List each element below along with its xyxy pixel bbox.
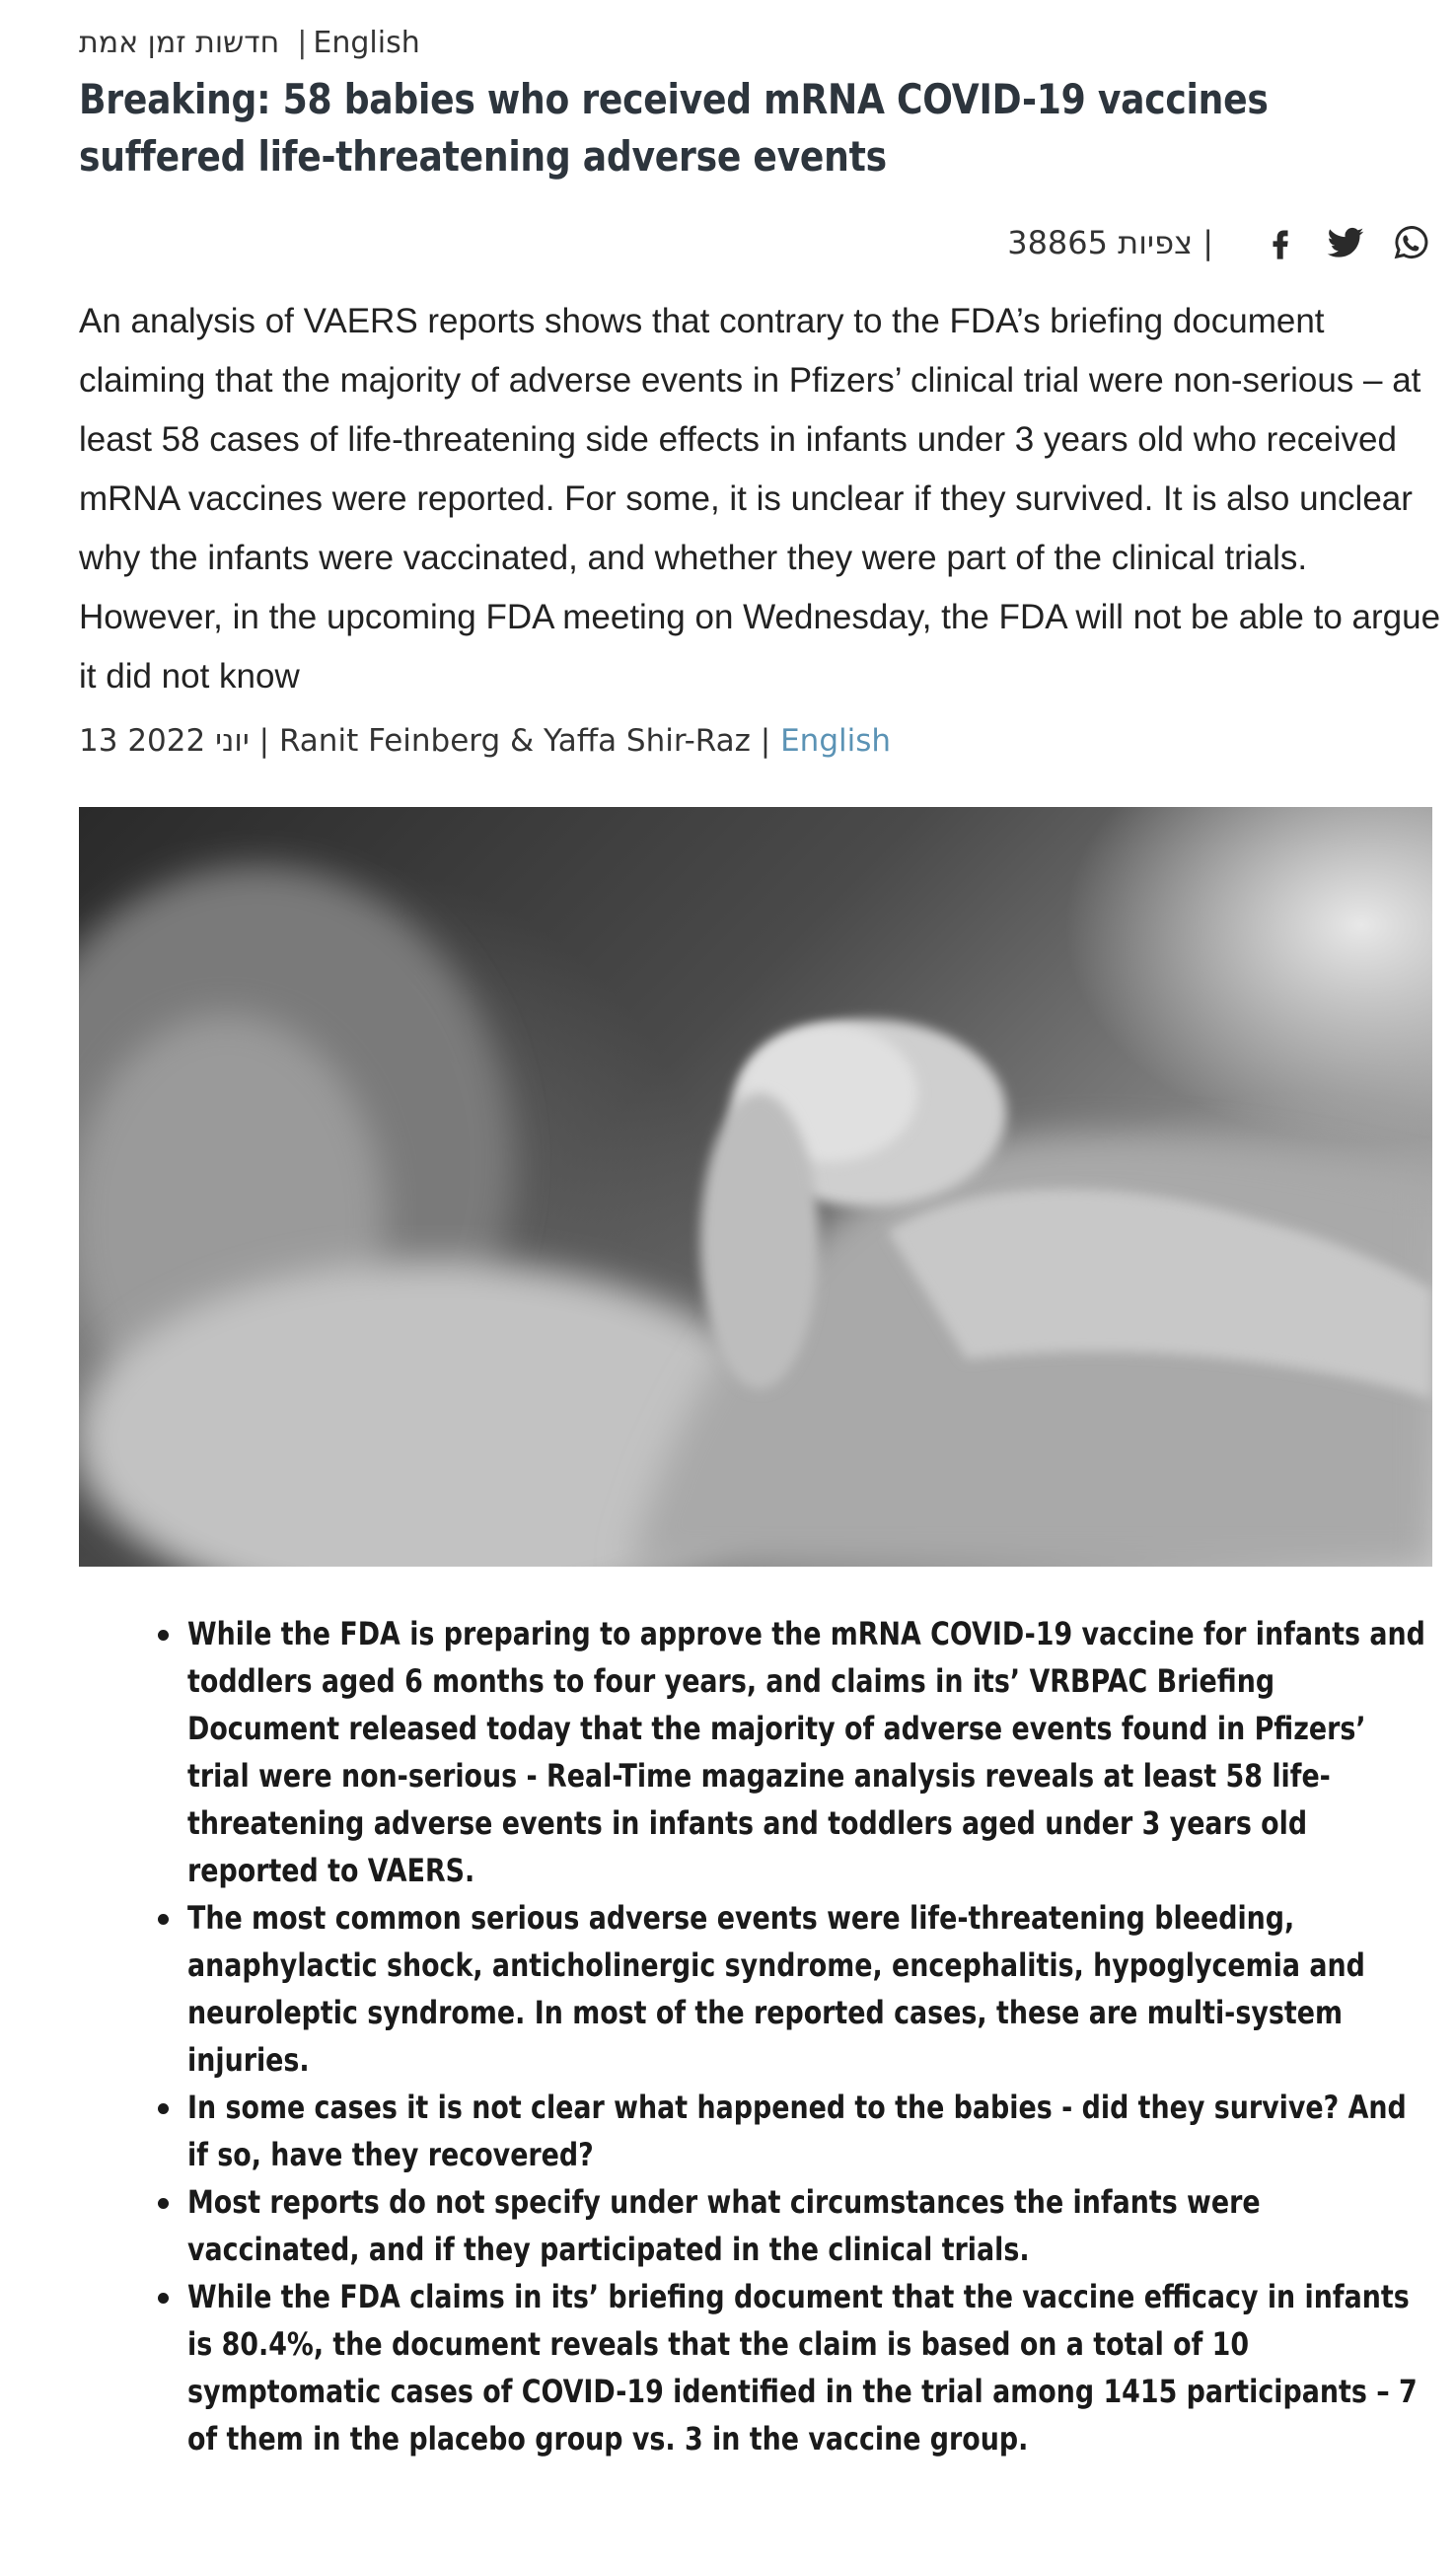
list-item — [187, 2273, 1430, 2462]
breadcrumb — [79, 26, 420, 60]
list-item — [187, 1894, 1430, 2084]
baby-hand-illustration — [79, 807, 1432, 1567]
breadcrumb-site-link[interactable]: חדשות זמן אמת — [79, 26, 280, 60]
breadcrumb-section-link[interactable]: English — [313, 26, 420, 60]
twitter-icon[interactable] — [1326, 223, 1365, 262]
breadcrumb-separator: | — [297, 26, 308, 60]
language-link[interactable]: English — [780, 723, 892, 759]
share-bar — [1007, 223, 1430, 262]
list-item-text: Most reports do not specify under what circumstances the infants were vaccinated, and if they participated in the clinical trials. — [187, 2183, 1261, 2268]
whatsapp-icon[interactable] — [1391, 223, 1430, 262]
list-item-text: The most common serious adverse events were life-threatening bleeding, anaphylactic shock, anticholinergic syndrome, encephalitis, hypoglycemia and neuroleptic syndrome. In most of the reported cases, these are multi-system injuries. — [187, 1899, 1365, 2079]
list-item — [187, 1610, 1430, 1894]
hero-image — [79, 807, 1432, 1567]
list-item-text: In some cases it is not clear what happened to the babies - did they survive? And if so, have they recovered? — [187, 2089, 1407, 2173]
key-points-list — [187, 1610, 1430, 2462]
view-count: צפיות 38865 | — [1007, 224, 1213, 261]
list-item-text: While the FDA is preparing to approve the mRNA COVID-19 vaccine for infants and toddlers aged 6 months to four years, and claims in its’ VRBPAC Briefing Document released today that the majority of adverse events found in Pfizers’ trial were non-serious - Real-Time magazine analysis reveals at least 58 life-threatening adverse events in infants and toddlers aged under 3 years old reported to VAERS. — [187, 1615, 1425, 1889]
list-item — [187, 2178, 1430, 2273]
facebook-icon[interactable] — [1261, 223, 1300, 262]
publish-date: 13 יוני 2022 — [79, 723, 250, 759]
list-item — [187, 2084, 1430, 2178]
article-lead: An analysis of VAERS reports shows that contrary to the FDA’s briefing document claiming that the majority of adverse events in Pfizers’ clinical trial were non-serious – at least 58 cases of life-threatening side effects in infants under 3 years old who received mRNA vaccines were reported. For some, it is unclear if they survived. It is also unclear why the infants were vaccinated, and whether they were part of the clinical trials. However, in the upcoming FDA meeting on Wednesday, the FDA will not be able to argue it did not know — [79, 302, 1441, 696]
article-byline — [79, 723, 891, 759]
list-item-text: While the FDA claims in its’ briefing document that the vaccine efficacy in infants is 80.4%, the document reveals that the claim is based on a total of 10 symptomatic cases of COVID-19 identified in the trial among 1415 participants – 7 of them in the placebo group vs. 3 in the vaccine group. — [187, 2278, 1418, 2457]
article-title: Breaking: 58 babies who received mRNA COVID-19 vaccines suffered life-threatening adverse events — [79, 75, 1269, 181]
authors: | Ranit Feinberg & Yaffa Shir-Raz | — [249, 723, 781, 759]
